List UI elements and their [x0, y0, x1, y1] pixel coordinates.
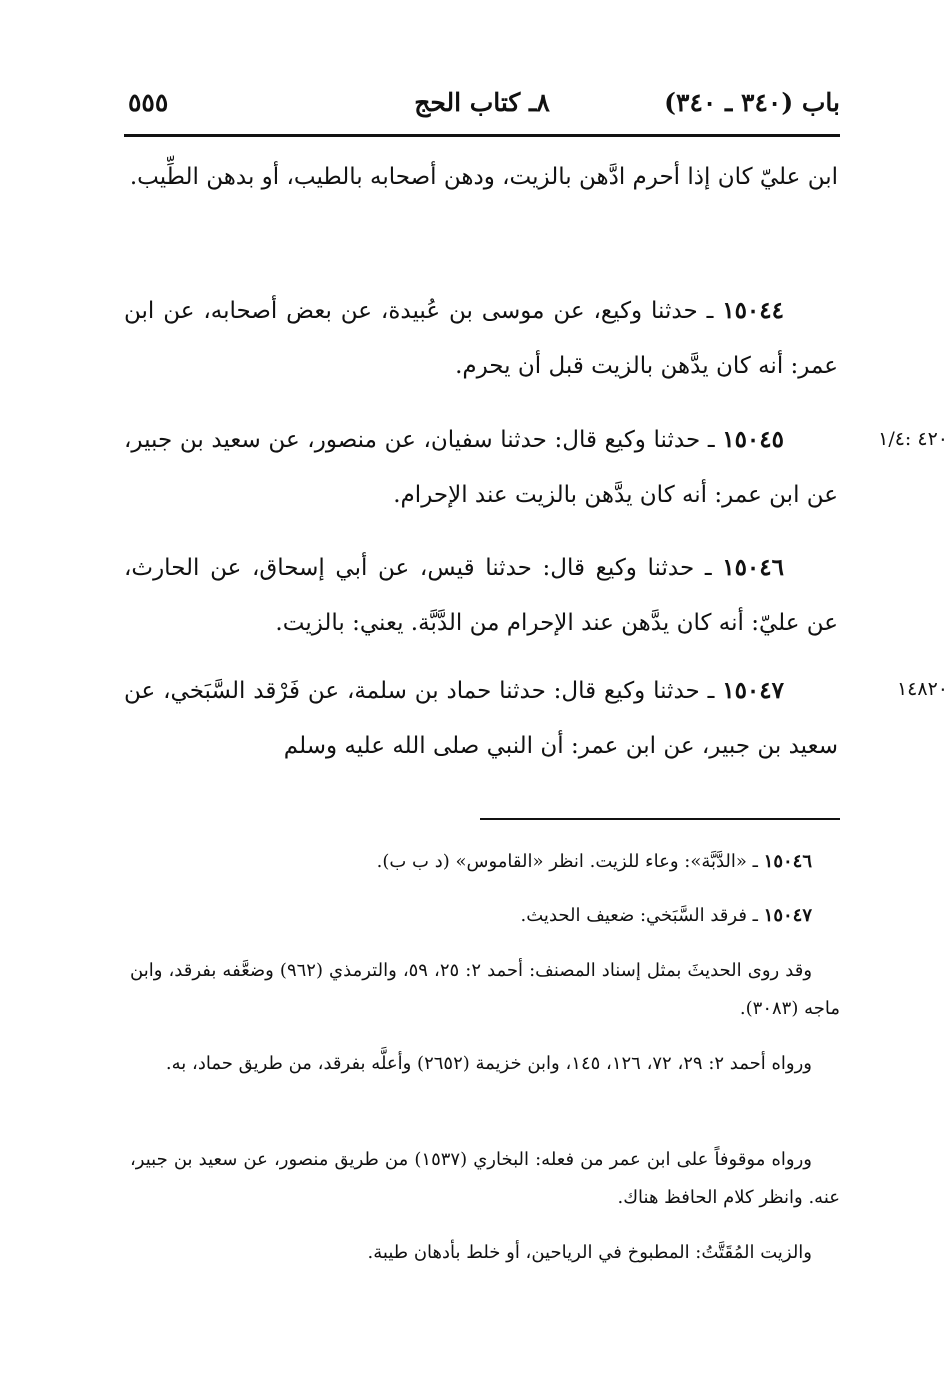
footnote-rule [480, 818, 840, 820]
footnote-text: ـ «الدَّبَّة»: وعاء للزيت. انظر «القاموس» (د ب ب). [376, 851, 764, 872]
page-number: ٥٥٥ [128, 88, 169, 117]
paragraph-continuation [124, 150, 838, 205]
hadith-text: ـ حدثنا وكيع قال: حدثنا قيس، عن أبي إسحاق، عن الحارث، عن عليّ: أنه كان يدَّهن عند الإحرام من الدَّبَّة. يعني: بالزيت. [124, 555, 838, 636]
footnote-number: ١٥٠٤٦ [763, 851, 812, 872]
hadith-number: ١٥٠٤٧ [722, 677, 784, 704]
footnote [130, 1141, 840, 1217]
header-rule [124, 134, 840, 137]
hadith-text: ـ حدثنا وكيع، عن موسى بن عُبيدة، عن بعض أصحابه، عن ابن عمر: أنه كان يدَّهن بالزيت قبل أن يحرم. [124, 298, 838, 379]
footnote-text: والزيت المُقَتَّتُ: المطبوخ في الرياحين، أو خلط بأدهان طيبة. [367, 1242, 812, 1263]
footnote-text: وقد روى الحديثَ بمثل إسناد المصنف: أحمد ٢: ٢٥، ٥٩، والترمذي (٩٦٢) وضعَّفه بفرقد، وابن ماجه (٣٠٨٣). [130, 960, 840, 1019]
book-title: ٨ـ كتاب الحج [414, 88, 550, 117]
footnote-text: ورواه موقوفاً على ابن عمر من فعله: البخاري (١٥٣٧) من طريق منصور، عن سعيد بن جبير، عنه. وانظر كلام الحافظ هناك. [130, 1149, 840, 1208]
hadith-text: ـ حدثنا وكيع قال: حدثنا حماد بن سلمة، عن فَرْقد السَّبَخي، عن سعيد بن جبير، عن ابن عمر: أن النبي صلى الله عليه وسلم [124, 678, 838, 759]
chapter-range: باب (٣٤٠ ـ ٣٤٠) [664, 88, 840, 117]
footnote [130, 1045, 840, 1083]
hadith-number: ١٥٠٤٦ [722, 554, 784, 581]
paragraph-text: ابن عليّ كان إذا أحرم ادَّهن بالزيت، ودهن أصحابه بالطيب، أو بدهن الطِّيب. [129, 164, 838, 190]
hadith-number: ١٥٠٤٥ [722, 426, 784, 453]
margin-reference: ٤٢٠ :١/٤ [878, 428, 948, 450]
footnote [130, 897, 840, 935]
page-header [124, 88, 840, 124]
footnote [130, 843, 840, 881]
margin-reference: ١٤٨٢٠ [896, 678, 948, 700]
hadith-15044 [124, 283, 838, 394]
footnote-text: ـ فرقد السَّبَخي: ضعيف الحديث. [520, 905, 764, 926]
footnote-number: ١٥٠٤٧ [763, 905, 812, 926]
hadith-text: ـ حدثنا وكيع قال: حدثنا سفيان، عن منصور، عن سعيد بن جبير، عن ابن عمر: أنه كان يدَّهن بالزيت عند الإحرام. [124, 427, 838, 508]
hadith-number: ١٥٠٤٤ [722, 297, 784, 324]
footnote [130, 1234, 840, 1272]
hadith-15046 [124, 540, 838, 651]
footnote [130, 952, 840, 1028]
hadith-15045 [124, 412, 838, 523]
footnote-text: ورواه أحمد ٢: ٢٩، ٧٢، ١٢٦، ١٤٥، وابن خزيمة (٢٦٥٢) وأعلَّه بفرقد، من طريق حماد، به. [165, 1053, 812, 1074]
hadith-15047 [124, 663, 838, 774]
